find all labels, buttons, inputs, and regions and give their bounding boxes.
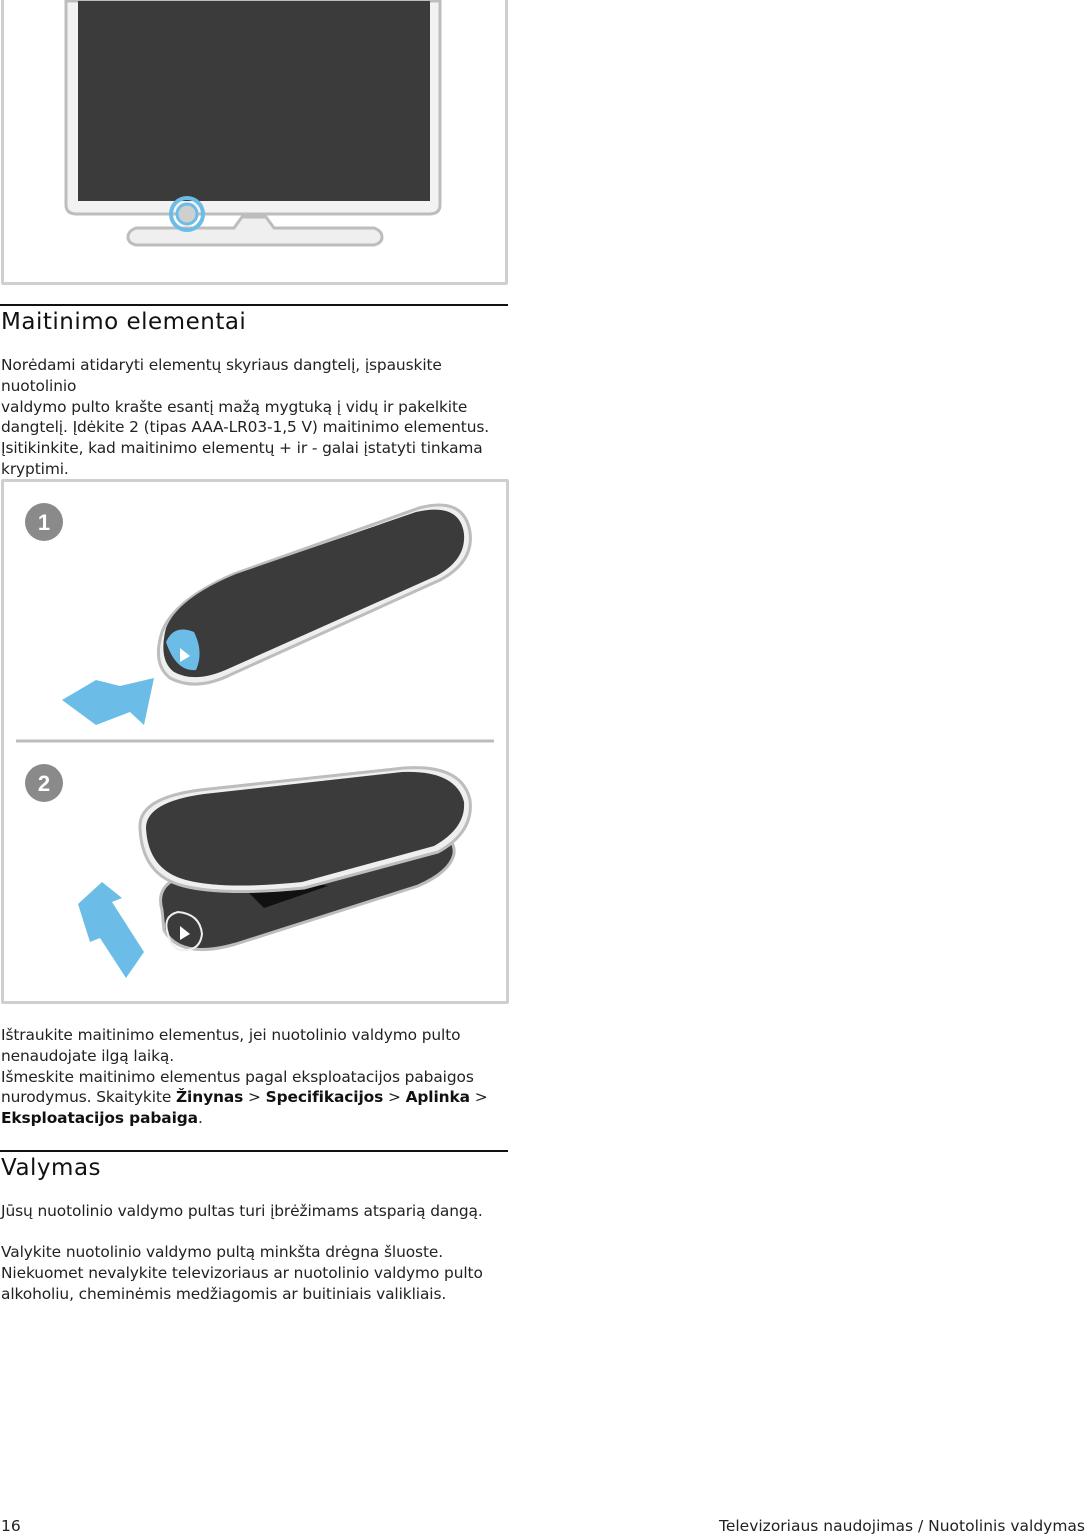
text-line: dangtelį. Įdėkite 2 (tipas AAA-LR03-1,5 V) maitinimo elementus. bbox=[1, 418, 490, 437]
text-line: Išmeskite maitinimo elementus pagal eksploatacijos pabaigos bbox=[1, 1067, 474, 1086]
text-line: Valykite nuotolinio valdymo pultą minkšta drėgna šluoste. bbox=[1, 1243, 444, 1261]
step-1-number: 1 bbox=[37, 510, 51, 535]
text-line: alkoholiu, cheminėmis medžiagomis ar buitiniais valikliais. bbox=[1, 1284, 447, 1303]
text-line: nenaudojate ilgą laiką. bbox=[1, 1046, 175, 1065]
remote-battery-illustration bbox=[1, 479, 509, 1004]
step-1-illustration bbox=[25, 503, 470, 725]
page-number: 16 bbox=[1, 1517, 21, 1535]
tv-illustration bbox=[1, 0, 508, 285]
link-zinynas[interactable]: Žinynas bbox=[176, 1088, 244, 1107]
text-line bbox=[1, 1087, 509, 1108]
link-specifikacijos[interactable]: Specifikacijos bbox=[265, 1088, 384, 1107]
text-line: valdymo pulto krašte esantį mažą mygtuką į vidų ir pakelkite bbox=[1, 397, 468, 416]
text-line: Norėdami atidaryti elementų skyriaus dangtelį, įspauskite nuotolinio bbox=[1, 356, 442, 395]
breadcrumb-separator: > bbox=[248, 1088, 261, 1107]
section-heading-power: Maitinimo elementai bbox=[1, 309, 247, 335]
footer-breadcrumb: Televizoriaus naudojimas / Nuotolinis valdymas bbox=[718, 1517, 1085, 1535]
link-aplinka[interactable]: Aplinka bbox=[405, 1088, 470, 1107]
text-line: kryptimi. bbox=[1, 459, 69, 478]
breadcrumb-separator: > bbox=[474, 1088, 488, 1107]
battery-removal-paragraph bbox=[1, 1025, 509, 1129]
section-divider bbox=[0, 304, 508, 306]
power-paragraph bbox=[1, 355, 509, 480]
text-line: Ištraukite maitinimo elementus, jei nuotolinio valdymo pulto bbox=[1, 1026, 461, 1044]
cleaning-paragraph-1: Jūsų nuotolinio valdymo pultas turi įbrėžimams atsparią dangą. bbox=[1, 1202, 483, 1220]
text-line: Niekuomet nevalykite televizoriaus ar nuotolinio valdymo pulto bbox=[1, 1263, 483, 1282]
link-eksploatacijos-pabaiga[interactable]: Eksploatacijos pabaiga bbox=[1, 1109, 198, 1128]
text-fragment: . bbox=[197, 1109, 203, 1128]
section-heading-cleaning: Valymas bbox=[1, 1155, 102, 1181]
section-divider bbox=[0, 1150, 508, 1152]
cleaning-paragraph-2 bbox=[1, 1242, 509, 1304]
arrow-icon bbox=[78, 882, 144, 978]
text-line bbox=[1, 1108, 509, 1129]
step-2-number: 2 bbox=[37, 771, 51, 796]
text-fragment: nurodymus. Skaitykite bbox=[1, 1088, 172, 1107]
arrow-icon bbox=[62, 678, 154, 725]
step-2-illustration bbox=[25, 764, 470, 978]
breadcrumb-separator: > bbox=[387, 1088, 401, 1107]
text-line: Įsitikinkite, kad maitinimo elementų + ir - galai įstatyti tinkama bbox=[1, 439, 483, 458]
